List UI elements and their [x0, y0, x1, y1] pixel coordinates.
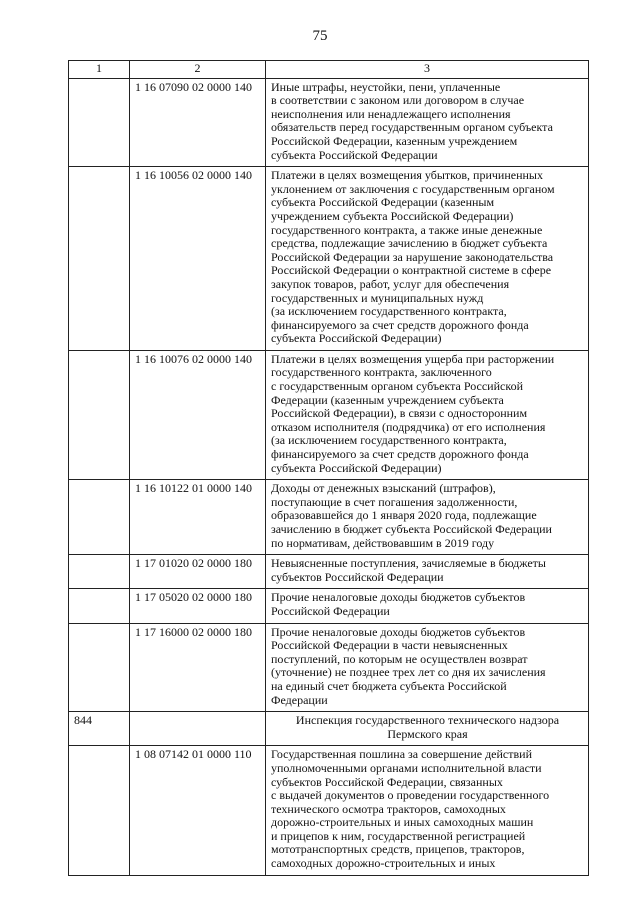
table-header-row [69, 61, 589, 79]
description-cell: Иные штрафы, неустойки, пени, уплаченные в соответствии с законом или договором в случае неисполнения или ненадлежащего исполнения обязательств перед государственным органом субъекта Российской Федерации, казенным учреждением субъекта Российской Федерации [266, 78, 589, 167]
description-cell: Государственная пошлина за совершение действий уполномоченными органами исполнительной власти субъектов Российской Федерации, связанных с выдачей документов о проведении государственного технического осмотра тракторов, самоходных дорожно-строительных и иных самоходных машин и прицепов к ним, государственной регистрацией мототранспортных средств, прицепов, тракторов, самоходных дорожно-строительных и иных [266, 746, 589, 875]
admin-code-cell [69, 623, 130, 712]
table-row [69, 78, 589, 167]
admin-code-cell [69, 350, 130, 479]
description-cell: Платежи в целях возмещения убытков, причиненных уклонением от заключения с государственным органом субъекта Российской Федерации (казенным учреждением субъекта Российской Федерации) государственного контракта, а также иные денежные средства, подлежащие зачислению в бюджет субъекта Российской Федерации за нарушение законодательства Российской Федерации о контрактной системе в сфере закупок товаров, работ, услуг для обеспечения государственных и муниципальных нужд (за исключением государственного контракта, финансируемого за счет средств дорожного фонда субъекта Российской Федерации) [266, 167, 589, 351]
revenue-code-cell: 1 08 07142 01 0000 110 [130, 746, 266, 875]
table-row [69, 623, 589, 712]
table-row [69, 555, 589, 589]
revenue-classification-table [68, 60, 589, 876]
table-row [69, 167, 589, 351]
admin-code-cell [69, 746, 130, 875]
admin-code-cell [69, 589, 130, 623]
admin-code-cell [69, 78, 130, 167]
description-cell: Прочие неналоговые доходы бюджетов субъектов Российской Федерации [266, 589, 589, 623]
revenue-code-cell: 1 17 05020 02 0000 180 [130, 589, 266, 623]
revenue-code-cell: 1 16 10122 01 0000 140 [130, 480, 266, 555]
column-header-1: 1 [69, 61, 130, 79]
revenue-code-cell: 1 17 01020 02 0000 180 [130, 555, 266, 589]
description-cell: Невыясненные поступления, зачисляемые в бюджеты субъектов Российской Федерации [266, 555, 589, 589]
column-header-3: 3 [266, 61, 589, 79]
description-cell: Прочие неналоговые доходы бюджетов субъектов Российской Федерации в части невыясненных поступлений, по которым не осуществлен возврат (уточнение) не позднее трех лет со дня их зачисления на единый счет бюджета субъекта Российской Федерации [266, 623, 589, 712]
column-header-2: 2 [130, 61, 266, 79]
description-cell: Доходы от денежных взысканий (штрафов), поступающие в счет погашения задолженности, образовавшейся до 1 января 2020 года, подлежащие зачислению в бюджет субъекта Российской Федерации по нормативам, действовавшим в 2019 году [266, 480, 589, 555]
revenue-code-cell: 1 17 16000 02 0000 180 [130, 623, 266, 712]
section-header-row [69, 712, 589, 746]
page-number: 75 [312, 28, 328, 44]
revenue-code-cell: 1 16 10056 02 0000 140 [130, 167, 266, 351]
section-title: Инспекция государственного технического надзора Пермского края [266, 712, 589, 746]
description-cell: Платежи в целях возмещения ущерба при расторжении государственного контракта, заключенного с государственным органом субъекта Российской Федерации (казенным учреждением субъекта Российской Федерации), в связи с односторонним отказом исполнителя (подрядчика) от его исполнения (за исключением государственного контракта, финансируемого за счет средств дорожного фонда субъекта Российской Федерации) [266, 350, 589, 479]
section-empty-cell [130, 712, 266, 746]
table-row [69, 589, 589, 623]
revenue-code-cell: 1 16 10076 02 0000 140 [130, 350, 266, 479]
table-row [69, 746, 589, 875]
table-row [69, 480, 589, 555]
section-admin-code: 844 [69, 712, 130, 746]
revenue-code-cell: 1 16 07090 02 0000 140 [130, 78, 266, 167]
admin-code-cell [69, 480, 130, 555]
admin-code-cell [69, 167, 130, 351]
table-row [69, 350, 589, 479]
admin-code-cell [69, 555, 130, 589]
